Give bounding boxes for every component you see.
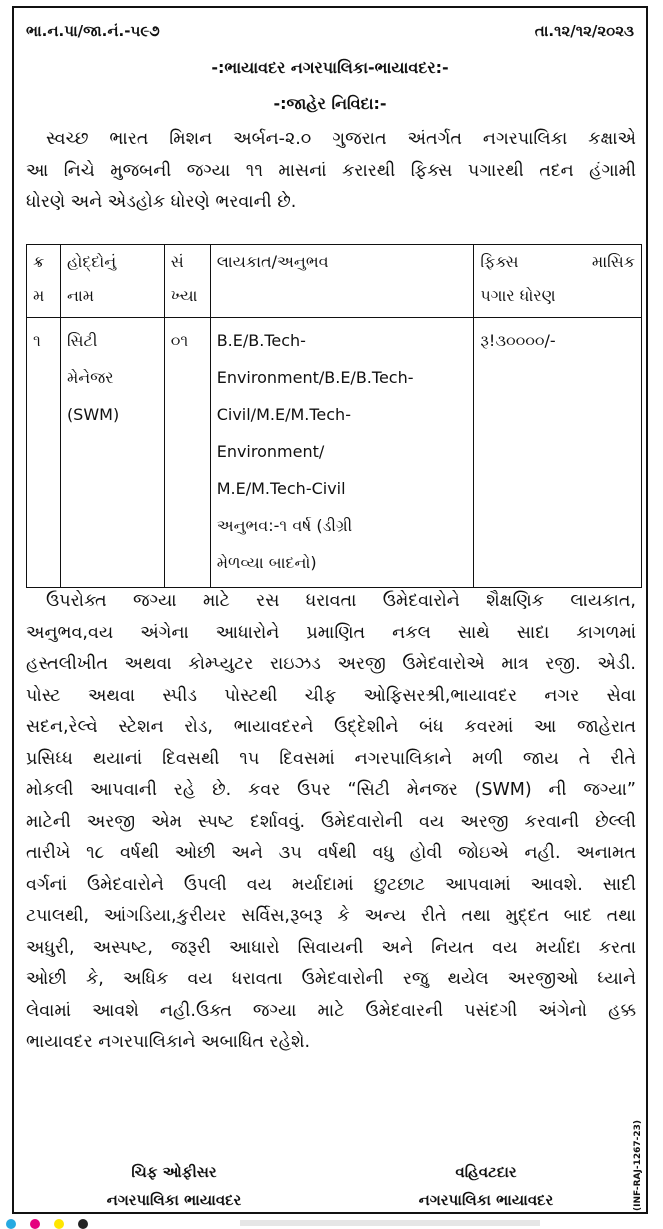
body-line: માટેની અરજી એમ સ્પષ્ટ દર્શાવવું. ઉમેદવારોની વય અરજી કરવાની છેલ્લી [26, 811, 636, 832]
header-pay-line: ફિક્સ માસિક [480, 252, 635, 271]
header-pay-line: પગાર ધોરણ [480, 286, 556, 305]
cell-pay: રૂ!૩૦૦૦૦/- [474, 318, 642, 588]
body-line: પ્રસિધ્ધ થયાનાં દિવસથી ૧૫ દિવસમાં નગરપાલિકાને મળી જાય તે રીતે [26, 748, 636, 769]
intro-line: આ નિચે મુજબની જગ્યા ૧૧ માસનાં કરારથી ફિક્સ પગારથી તદન હંગામી [26, 160, 636, 181]
header-count-line: ખ્યા [170, 286, 198, 305]
body-line: તારીખે ૧૮ વર્ષથી ઓછી અને ૩૫ વર્ષથી વધુ હોવી જોઇએ નહી. અનામત [26, 843, 636, 863]
table-header-row [27, 245, 642, 318]
registration-bar [240, 1220, 540, 1226]
body-line: લેવામાં આવશે નહી.ઉક્ત જગ્યા માટે ઉમેદવારની પસંદગી અંગેનો હક્ક [26, 1000, 636, 1021]
header-serial [27, 245, 61, 318]
body-line: વર્ગનાં ઉમેદવારોને ઉપલી વય મર્યાદામાં છુટછાટ આપવામાં આવશે. સાદી [26, 874, 636, 895]
notice-border [12, 6, 648, 1214]
signature-right-title: વહિવટદાર [455, 1163, 517, 1181]
intro-line: ધોરણે અને એડહોક ધોરણે ભરવાની છે. [26, 192, 297, 212]
signature-right [366, 1158, 606, 1214]
body-line: પોસ્ટ અથવા સ્પીડ પોસ્ટથી ચીફ ઓફિસરશ્રી,ભાયાવદર નગર સેવા [26, 685, 636, 706]
cell-qualification-line: M.E/M.Tech-Civil [216, 479, 346, 498]
header-post-line: નામ [66, 286, 95, 305]
signature-left-org: નગરપાલિકા ભાયાવદર [106, 1191, 242, 1209]
header-count-line: સં [170, 252, 184, 271]
header-count [164, 245, 210, 318]
header-serial-line: મ [33, 286, 45, 305]
registration-dot [78, 1219, 88, 1229]
header-row [26, 22, 634, 40]
cell-qualification-line: મેળવ્યા બાદનો) [216, 553, 317, 572]
cell-qualification-line: Environment/B.E/B.Tech- [216, 368, 414, 387]
registration-dot [6, 1219, 16, 1229]
registration-dot [30, 1219, 40, 1229]
header-post-line: હોદ્દોનું [66, 252, 117, 271]
header-qualification-line: લાયકાત/અનુભવ [216, 252, 329, 271]
signature-left [54, 1158, 294, 1214]
signature-left-title: ચિફ ઓફીસર [131, 1163, 217, 1181]
cell-qualification-line: Civil/M.E/M.Tech- [216, 405, 351, 424]
notice-date: તા.૧૨/૧૨/૨૦૨૩ [534, 22, 634, 40]
body-line: ટપાલથી, આંગડિયા,કુરીયર સર્વિસ,રૂબરૂ કે અન્ય રીતે તથા મુદ્દત બાદ તથા [26, 906, 636, 926]
cell-post [60, 318, 164, 588]
body-line: અધુરી, અસ્પષ્ટ, જરૂરી આધારો સિવાયની અને નિયત વય મર્યાદા કરતા [26, 937, 636, 958]
print-registration-strip [0, 1217, 663, 1229]
intro-line: સ્વચ્છ ભારત મિશન અર્બન-૨.૦ ગુજરાત અંતર્ગત નગરપાલિકા કક્ષાએ [46, 129, 636, 149]
ad-code: (INF-RAJ-1267-23) [633, 1120, 643, 1212]
notice-title: -:ભાયાવદર નગરપાલિકા-ભાયાવદર:- [211, 58, 449, 77]
notice-subtitle: -:જાહેર નિવિદા:- [273, 94, 387, 113]
vacancy-table [26, 244, 642, 588]
cell-count: ૦૧ [164, 318, 210, 588]
body-line: અનુભવ,વય અંગેના આધારોને પ્રમાણિત નકલ સાથે સાદા કાગળમાં [26, 622, 636, 643]
cell-qualification-line: Environment/ [216, 442, 325, 461]
cell-post-line: (SWM) [66, 405, 120, 424]
table-row [27, 318, 642, 588]
body-line: હસ્તલીખીત અથવા કોમ્પ્યુટર રાઇઝડ અરજી ઉમેદવારોએ માત્ર રજી. એડી. [26, 654, 636, 674]
body-line: ઉપરોક્ત જગ્યા માટે રસ ધરાવતા ઉમેદવારોને શૈક્ષણિક લાયકાત, [46, 591, 636, 611]
body-line: સદન,રેલ્વે સ્ટેશન રોડ, ભાયાવદરને ઉદ્દેશીને બંધ કવરમાં આ જાહેરાત [26, 717, 636, 737]
body-line: મોકલી આપવાની રહે છે. કવર ઉપર “સિટી મેનજર (SWM) ની જગ્યા” [26, 780, 636, 800]
cell-qualification [210, 318, 474, 588]
cell-serial: ૧ [27, 318, 61, 588]
cell-qualification-line: અનુભવ:-૧ વર્ષ (ડીગ્રી [216, 516, 353, 535]
reference-number: ભા.ન.પા/જા.નં.-૫૯૭ [26, 22, 160, 40]
body-paragraph [26, 586, 636, 1059]
intro-paragraph [26, 124, 636, 219]
registration-dot [54, 1219, 64, 1229]
header-qualification [210, 245, 474, 318]
signature-right-org: નગરપાલિકા ભાયાવદર [418, 1191, 554, 1209]
body-line: ભાયાવદર નગરપાલિકાને અબાધિત રહેશે. [26, 1032, 311, 1052]
header-pay [474, 245, 642, 318]
cell-post-line: મેનેજર [66, 368, 114, 387]
body-line: ઓછી કે, અધિક વય ધરાવતા ઉમેદવારોની રજુ થયેલ અરજીઓ ધ્યાને [26, 969, 636, 989]
cell-qualification-line: B.E/B.Tech- [216, 331, 306, 350]
cell-post-line: સિટી [66, 331, 98, 350]
header-serial-line: ક્ર [33, 252, 45, 271]
header-post [60, 245, 164, 318]
